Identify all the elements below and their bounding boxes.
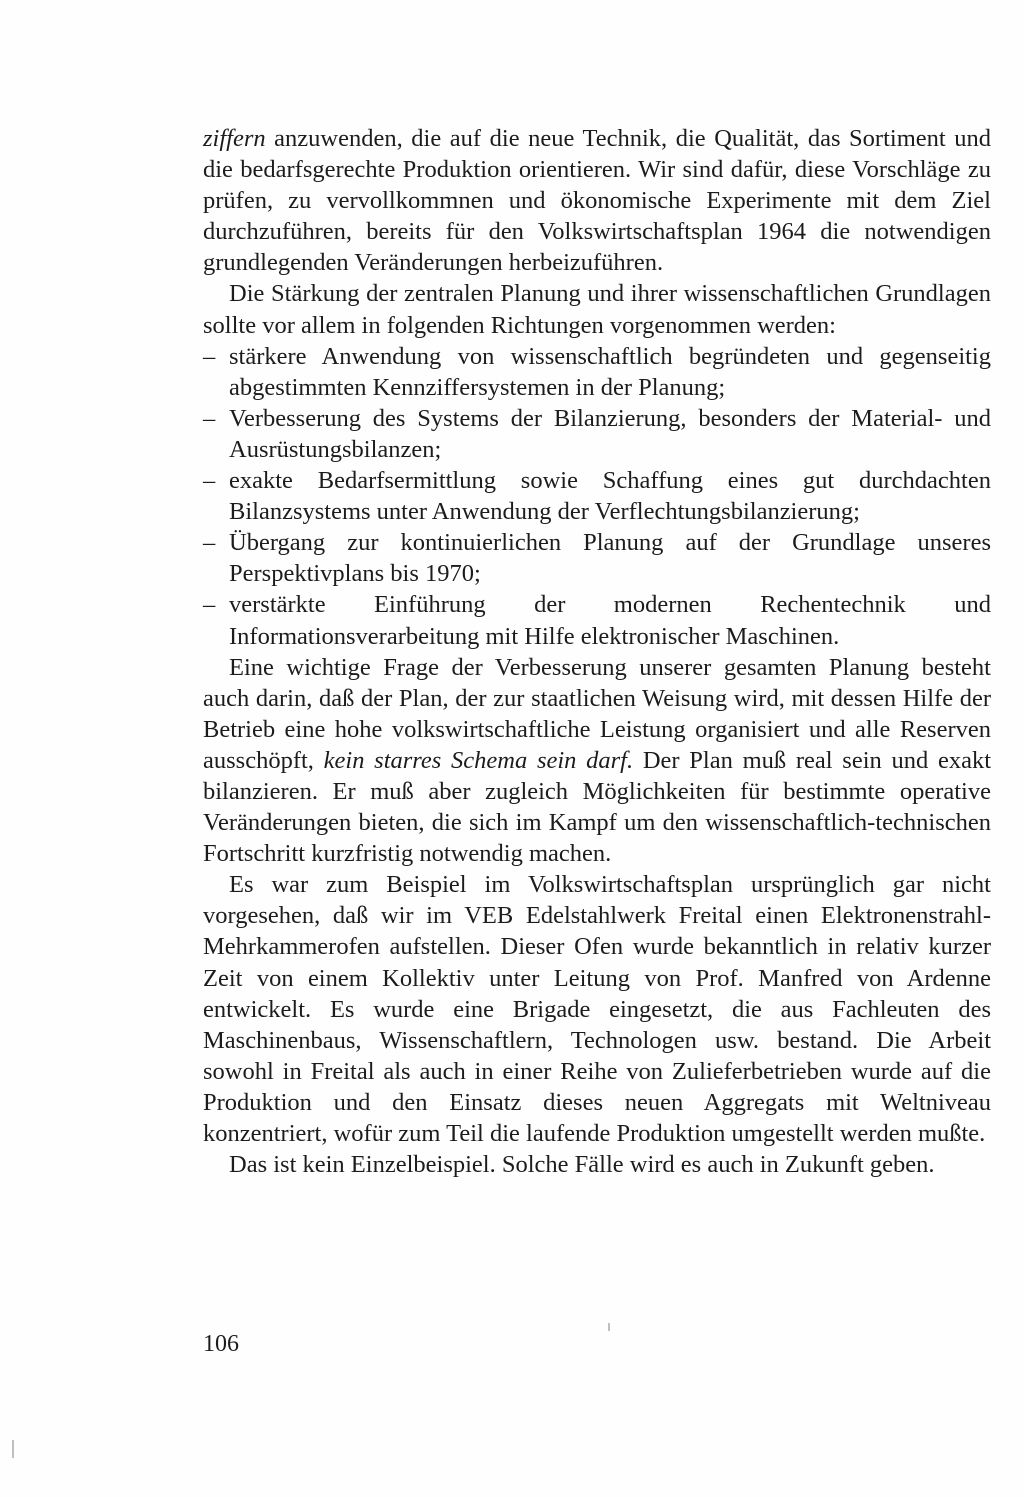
paragraph-3 xyxy=(203,652,991,870)
paragraph-3-before: Eine wichtige Frage der Verbesserung unserer gesamten Planung besteht auch darin, daß der Plan, der zur staatlichen Weisung wird, mit dessen Hilfe der Betrieb eine hohe volkswirtschaftliche Leistung organisiert und alle Reserven ausschöpft, xyxy=(203,653,991,774)
paragraph-3-italic: kein starres Schema sein darf. xyxy=(323,746,634,774)
list-dash: – xyxy=(203,591,216,619)
list-item xyxy=(203,341,991,403)
list-item xyxy=(203,403,991,465)
planning-directions-list xyxy=(203,341,991,652)
body-text xyxy=(203,123,991,1180)
list-item xyxy=(203,589,991,651)
list-dash: – xyxy=(203,467,216,495)
list-item-text: stärkere Anwendung von wissenschaftlich begründeten und gegenseitig abgestimmten Kennziffersystemen in der Planung; xyxy=(229,342,991,401)
list-item xyxy=(203,527,991,589)
list-dash: – xyxy=(203,529,216,557)
paragraph-3-after: Der Plan muß real sein und exakt bilanzieren. Er muß aber zugleich Möglichkeiten für bestimmte operative Veränderungen bieten, die sich im Kampf um den wissenschaftlich-technischen Fortschritt kurzfristig notwendig machen. xyxy=(203,746,991,868)
list-dash: – xyxy=(203,342,216,370)
list-item-text: exakte Bedarfsermittlung sowie Schaffung eines gut durchdachten Bilanzsystems unter Anwendung der Verflechtungsbilanzierung; xyxy=(229,467,991,526)
paragraph-1-italic-start: ziffern xyxy=(203,125,266,152)
paragraph-1-text: anzuwenden, die auf die neue Technik, die Qualität, das Sortiment und die bedarfsgerechte Produktion orientieren. Wir sind dafür, diese Vorschläge zu prüfen, zu vervollkommnen und ökonomische Experimente mit dem Ziel durchzuführen, bereits für den Volkswirtschaftsplan 1964 die notwendigen grundlegenden Veränderungen herbeizuführen. xyxy=(203,125,991,277)
scan-speck xyxy=(12,1440,14,1458)
list-item xyxy=(203,465,991,527)
list-item-text: Übergang zur kontinuierlichen Planung auf der Grundlage unseres Perspektivplans bis 1970; xyxy=(229,529,991,588)
list-item-text: verstärkte Einführung der modernen Rechentechnik und Informationsverarbeitung mit Hilfe elektronischer Maschinen. xyxy=(229,591,991,650)
page-number: 106 xyxy=(203,1331,239,1357)
list-dash: – xyxy=(203,404,216,432)
paragraph-1 xyxy=(203,123,991,278)
scan-speck xyxy=(608,1323,610,1331)
paragraph-2: Die Stärkung der zentralen Planung und ihrer wissenschaftlichen Grundlagen sollte vor allem in folgenden Richtungen vorgenommen werden: xyxy=(203,280,991,339)
paragraph-5: Das ist kein Einzelbeispiel. Solche Fälle wird es auch in Zukunft geben. xyxy=(229,1151,935,1179)
list-item-text: Verbesserung des Systems der Bilanzierung, besonders der Material- und Ausrüstungsbilanzen; xyxy=(229,404,991,463)
paragraph-4: Es war zum Beispiel im Volkswirtschaftsplan ursprünglich gar nicht vorgesehen, daß wir im VEB Edelstahlwerk Freital einen Elektronenstrahl-Mehrkammerofen aufstellen. Dieser Ofen wurde bekanntlich in relativ kurzer Zeit von einem Kollektiv unter Leitung von Prof. Manfred von Ardenne entwickelt. Es wurde eine Brigade eingesetzt, die aus Fachleuten des Maschinenbaus, Wissenschaftlern, Technologen usw. bestand. Die Arbeit sowohl in Freital als auch in einer Reihe von Zulieferbetrieben wurde auf die Produktion und den Einsatz dieses neuen Aggregats mit Weltniveau konzentriert, wofür zum Teil die laufende Produktion umgestellt werden mußte. xyxy=(203,871,991,1147)
